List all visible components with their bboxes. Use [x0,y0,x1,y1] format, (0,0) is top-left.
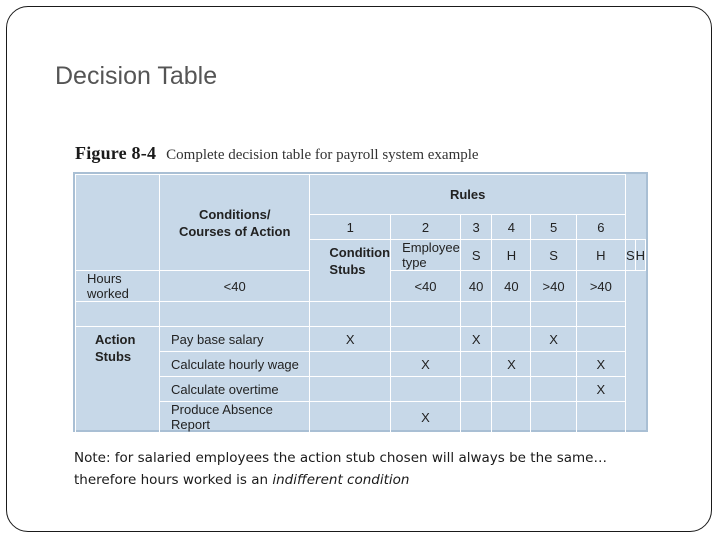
table-cell: X [531,327,576,352]
table-cell: <40 [391,271,461,302]
spacer-cell [310,302,391,327]
table-cell [460,402,492,433]
table-cell: X [460,327,492,352]
table-cell [310,352,391,377]
table-cell: S [531,240,576,271]
table-cell [576,402,625,433]
header-stub-blank [76,175,160,271]
table-cell [492,402,531,433]
table-cell: S [460,240,492,271]
rules-header: Rules [310,175,626,215]
table-cell [460,352,492,377]
action-stubs-label [76,327,160,433]
table-cell [492,327,531,352]
action-stubs-line2: Stubs [95,349,132,364]
table-cell: H [576,240,625,271]
table-cell [531,377,576,402]
table-cell: X [391,352,461,377]
note-prefix: Note: for salaried employees the action stub chosen will always be the same…therefore hours worked is an [74,450,607,488]
table-cell: X [391,402,461,433]
spacer-cell [159,302,309,327]
condition-stubs-line1: Condition [329,245,391,260]
figure-caption [75,143,479,164]
rule-number: 1 [310,215,391,240]
spacer-cell [576,302,625,327]
table-cell: >40 [576,271,625,302]
table-cell: <40 [159,271,309,302]
action-label: Pay base salary [159,327,309,352]
conditions-header-line1: Conditions/ [198,206,271,222]
table-cell: S [625,240,635,271]
rule-number: 5 [531,215,576,240]
table-cell: 40 [460,271,492,302]
spacer-cell [460,302,492,327]
note-emphasis: indifferent condition [272,472,410,488]
table-cell [391,377,461,402]
table-cell [576,327,625,352]
action-label: Produce Absence Report [159,402,309,433]
slide-title: Decision Table [55,62,218,90]
note-text [74,447,634,491]
rule-number: 6 [576,215,625,240]
conditions-header-line2: Courses of Action [178,223,291,239]
rule-number: 4 [492,215,531,240]
table-cell [310,377,391,402]
decision-table [75,174,646,433]
condition-label: Hours worked [76,271,160,302]
rule-number: 3 [460,215,492,240]
table-cell: H [492,240,531,271]
table-cell [310,402,391,433]
figure-caption-text: Complete decision table for payroll system example [166,147,479,163]
conditions-header [159,175,309,271]
condition-label: Employee type [391,240,461,271]
figure-number: Figure 8-4 [75,143,157,163]
table-cell: X [492,352,531,377]
table-cell: X [576,352,625,377]
table-cell [391,327,461,352]
table-cell [460,377,492,402]
table-cell: 40 [492,271,531,302]
action-stubs-line1: Action [95,332,136,347]
table-cell [531,352,576,377]
table-cell: X [576,377,625,402]
action-label: Calculate hourly wage [159,352,309,377]
table-cell [531,402,576,433]
table-cell: >40 [531,271,576,302]
decision-table-panel [73,172,648,432]
table-cell: X [310,327,391,352]
condition-stubs-label [310,240,391,302]
spacer-stub [76,302,160,327]
table-cell [492,377,531,402]
spacer-cell [492,302,531,327]
condition-stubs-line2: Stubs [329,262,366,277]
action-label: Calculate overtime [159,377,309,402]
spacer-cell [391,302,461,327]
spacer-cell [531,302,576,327]
table-cell: H [635,240,645,271]
rule-number: 2 [391,215,461,240]
